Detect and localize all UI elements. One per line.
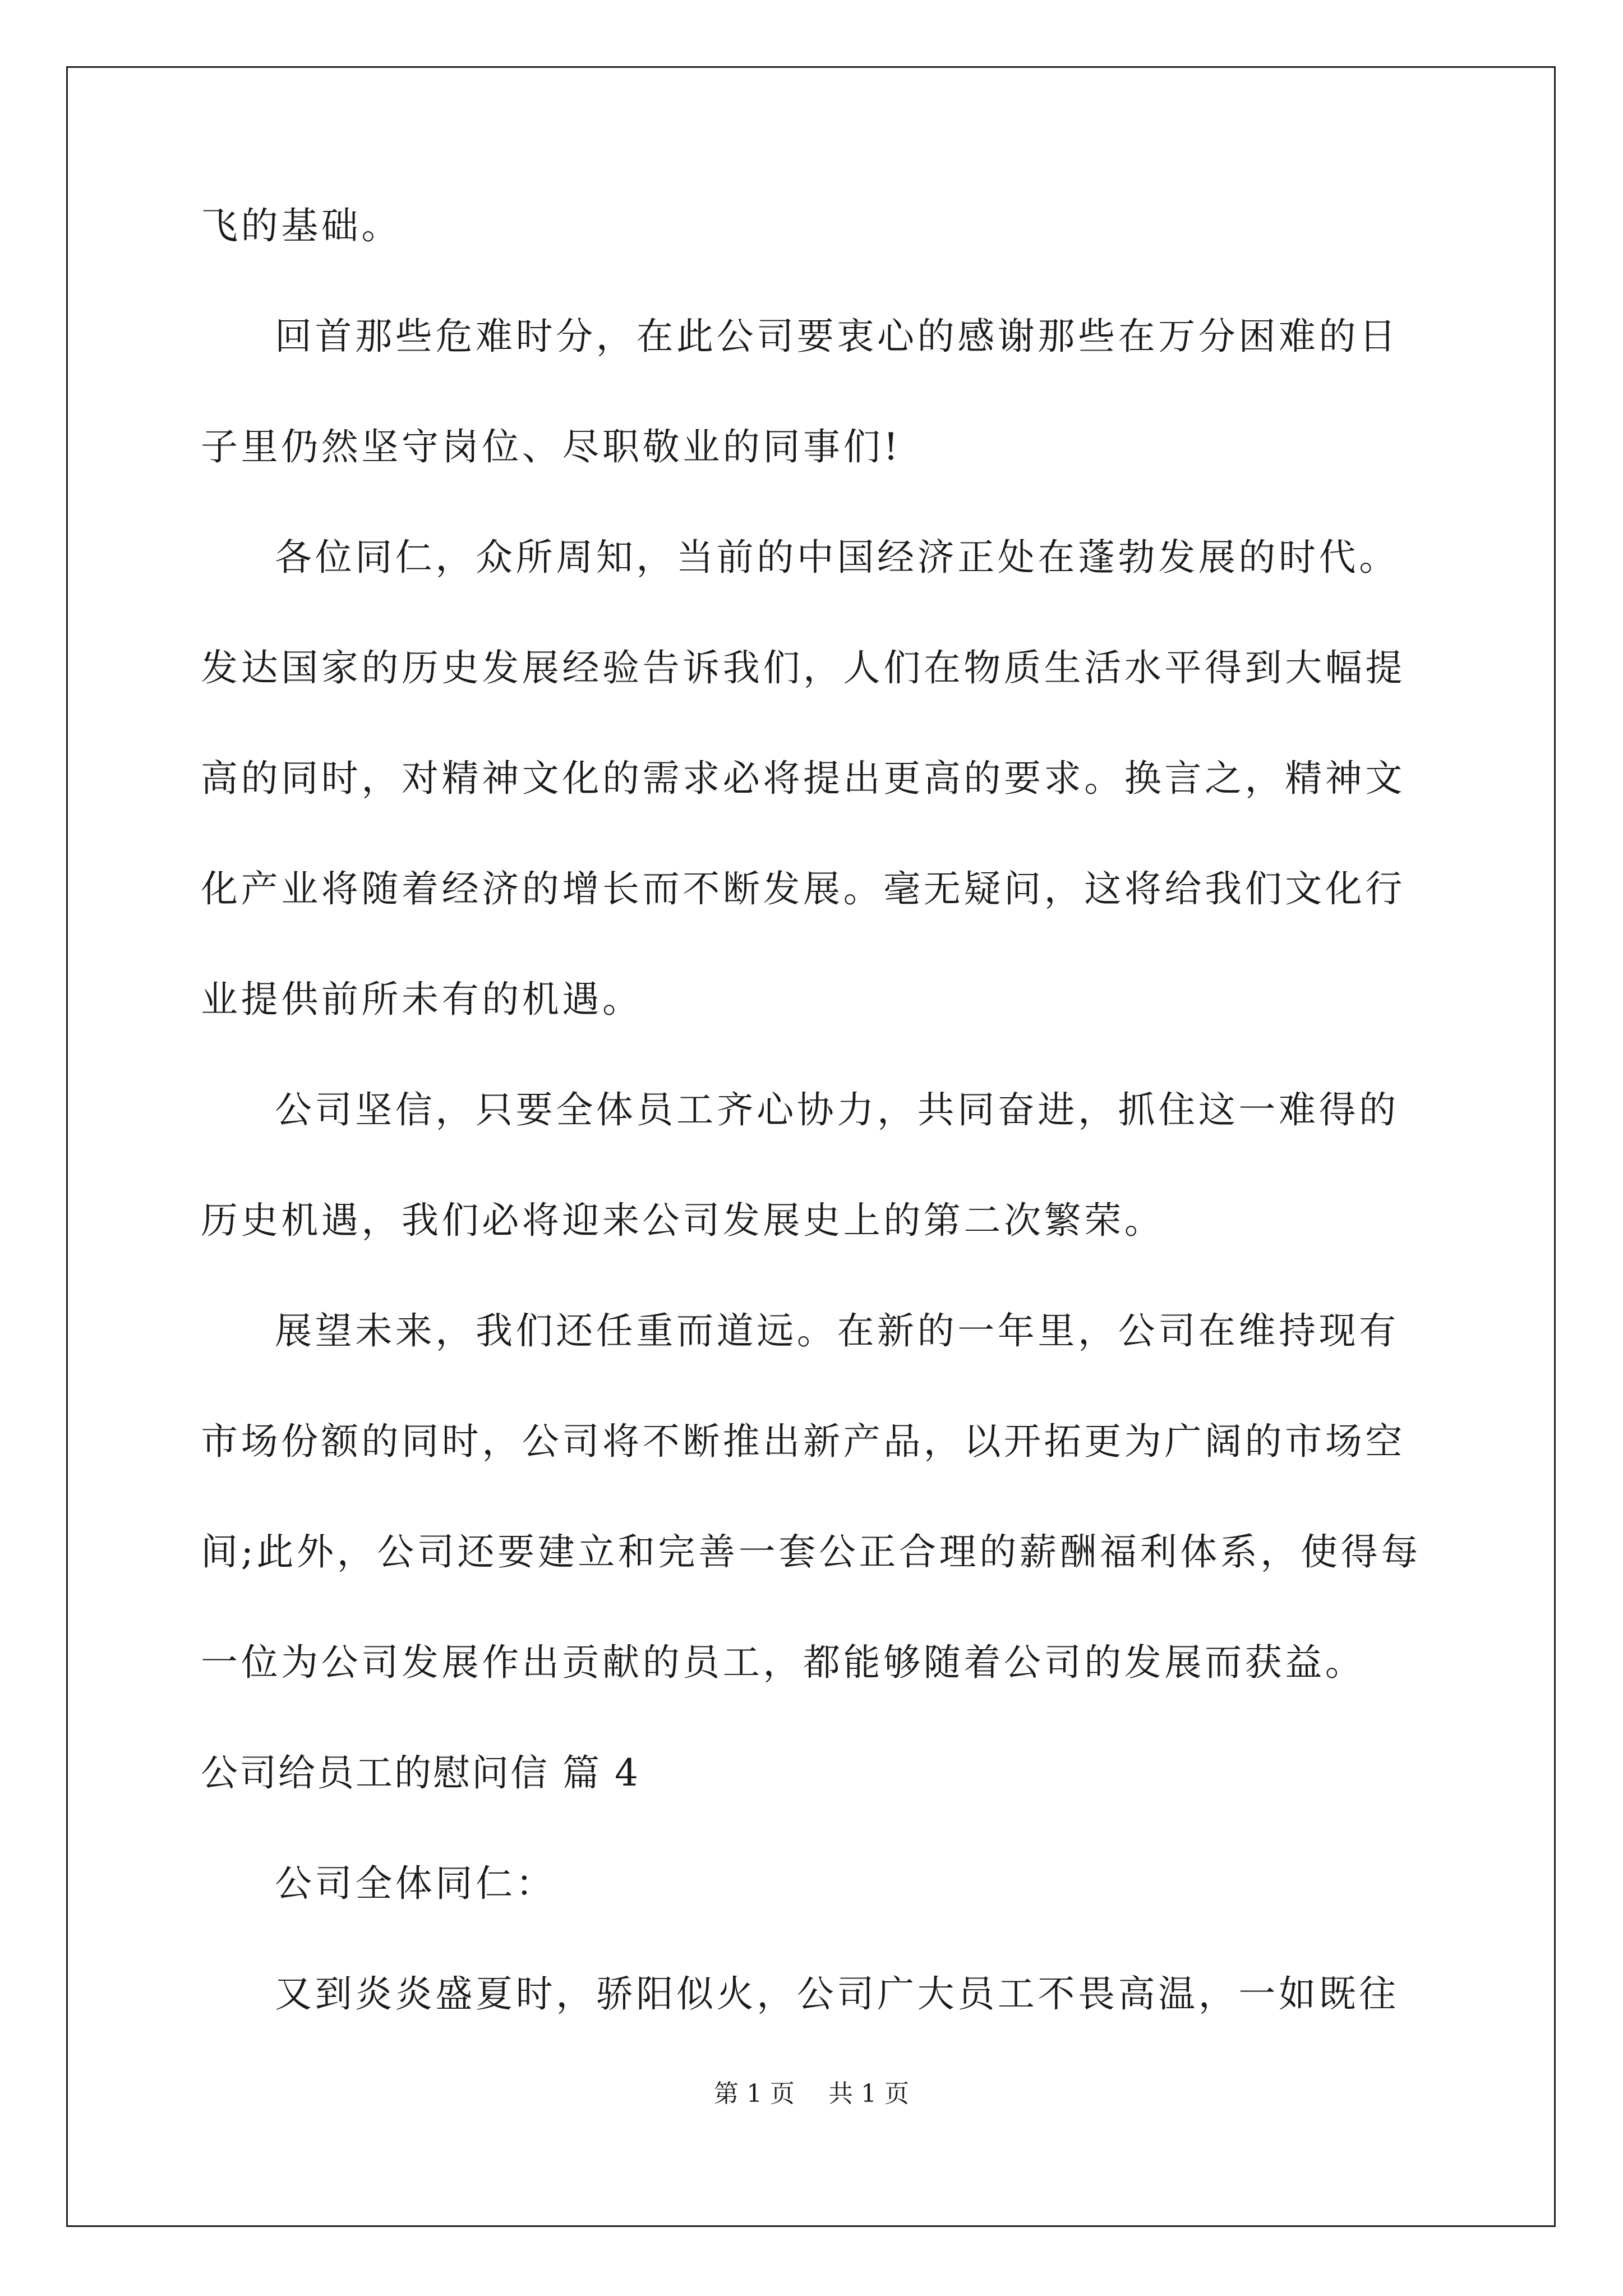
text-line: 又到炎炎盛夏时，骄阳似火，公司广大员工不畏高温，一如既往: [275, 1972, 1399, 2016]
text-line: 发达国家的历史发展经验告诉我们，人们在物质生活水平得到大幅提: [201, 646, 1405, 689]
text-line: 公司坚信，只要全体员工齐心协力，共同奋进，抓住这一难得的: [275, 1088, 1399, 1131]
text-line: 各位同仁，众所周知，当前的中国经济正处在蓬勃发展的时代。: [275, 536, 1399, 579]
page-number-total: 共 1 页: [828, 2079, 909, 2108]
document-body: [201, 204, 1423, 2086]
text-line: 高的同时，对精神文化的需求必将提出更高的要求。换言之，精神文: [201, 757, 1405, 800]
text-line: 业提供前所未有的机遇。: [201, 978, 643, 1021]
text-line: 化产业将随着经济的增长而不断发展。毫无疑问，这将给我们文化行: [201, 867, 1405, 910]
page-footer: [0, 2079, 1623, 2108]
salutation: 公司全体同仁：: [275, 1862, 556, 1905]
text-line: 子里仍然坚守岗位、尽职敬业的同事们!: [201, 425, 902, 468]
text-line: 飞的基础。: [201, 204, 402, 247]
section-heading: 公司给员工的慰问信 篇 4: [201, 1751, 640, 1795]
text-line: 历史机遇，我们必将迎来公司发展史上的第二次繁荣。: [201, 1199, 1165, 1242]
text-line: 回首那些危难时分，在此公司要衷心的感谢那些在万分困难的日: [275, 315, 1399, 358]
text-line: 一位为公司发展作出贡献的员工，都能够随着公司的发展而获益。: [201, 1641, 1366, 1684]
page-number-current: 第 1 页: [714, 2079, 795, 2108]
text-line: 间;此外，公司还要建立和完善一套公正合理的薪酬福利体系，使得每: [201, 1530, 1421, 1573]
text-line: 展望未来，我们还任重而道远。在新的一年里，公司在维持现有: [275, 1309, 1399, 1352]
text-line: 市场份额的同时，公司将不断推出新产品，以开拓更为广阔的市场空: [201, 1420, 1405, 1463]
